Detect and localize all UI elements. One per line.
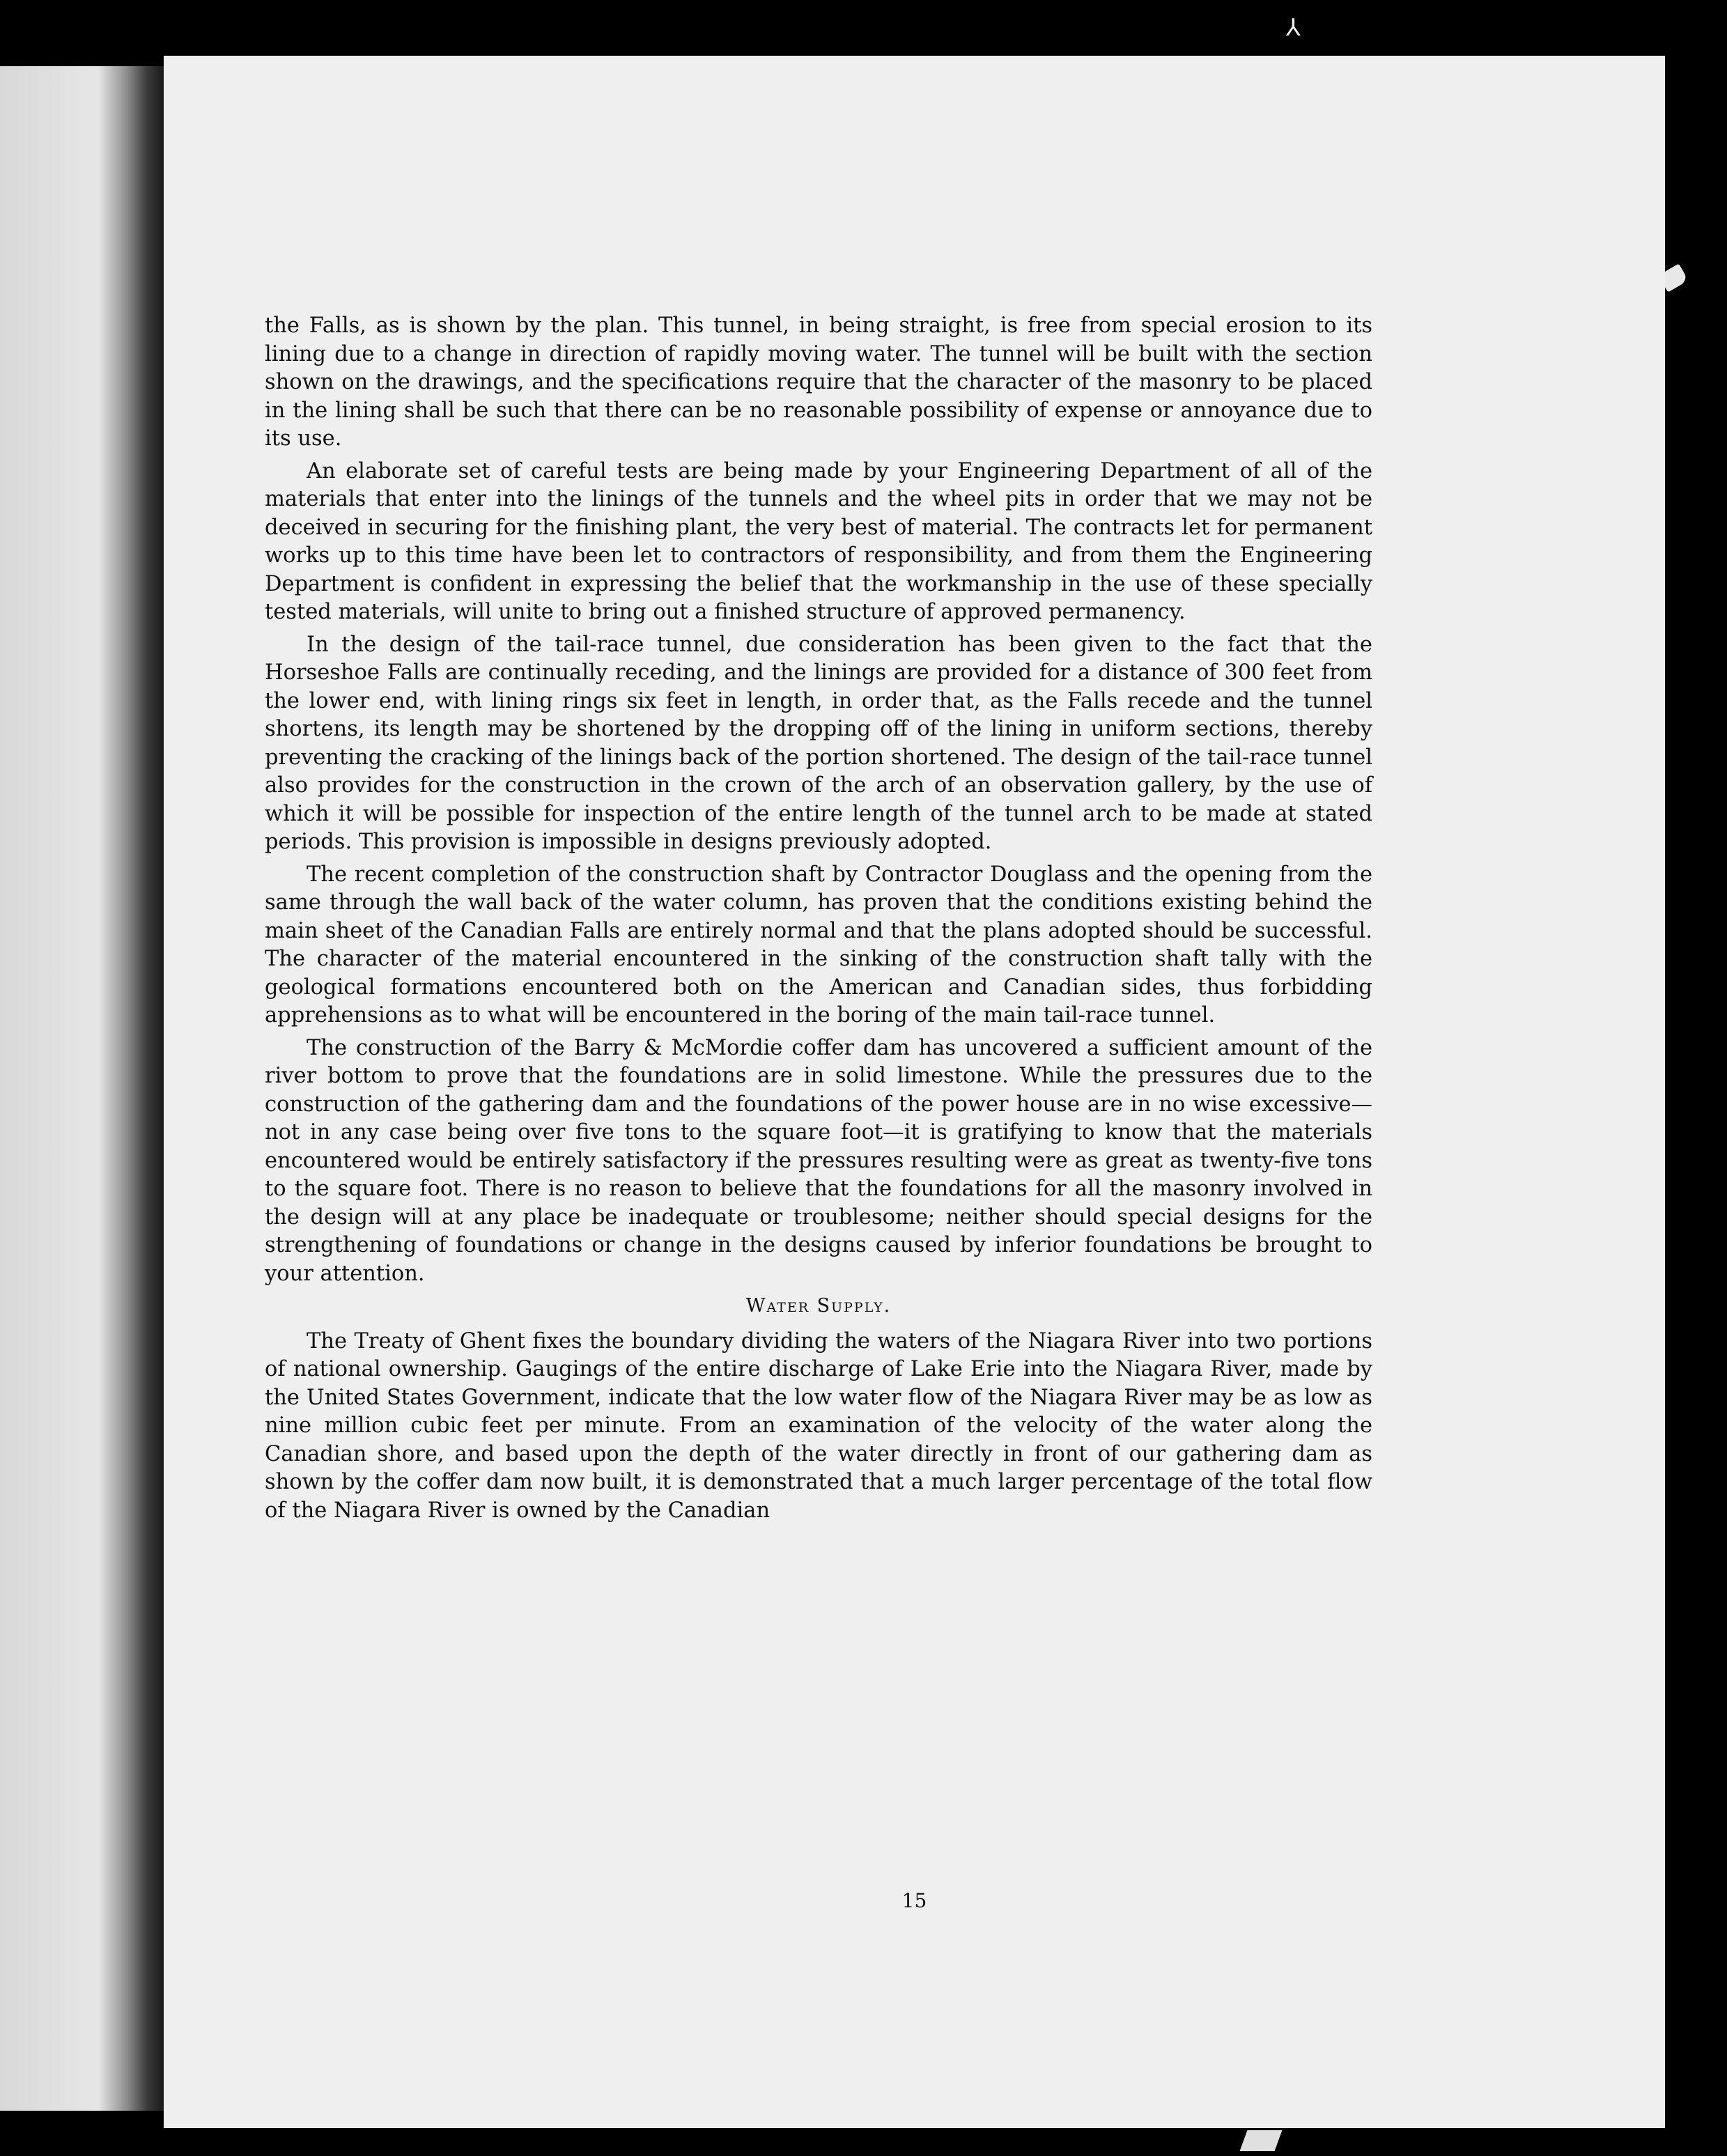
section-heading: Water Supply. — [745, 1295, 892, 1317]
paragraph: In the design of the tail-race tunnel, due consideration has been given to the fact that the Horseshoe Falls are continually receding, and the linings are provided for a distance of 300 feet from the lower end, with lining rings six feet in length, in order that, as the Falls recede and the tunnel shortens, its length may be shortened by the dropping off of the lining in uniform sections, thereby preventing the cracking of the linings back of the portion shortened. The design of the tail-race tunnel also provides for the construction in the crown of the arch of an observation gallery, by the use of which it will be possible for inspection of the entire length of the tunnel arch to be made at stated periods. This provision is impossible in designs previously adopted. — [265, 632, 1372, 854]
paragraph: the Falls, as is shown by the plan. This tunnel, in being straight, is free from special erosion to its lining due to a change in direction of rapidly moving water. The tunnel will be built with the section shown on the drawings, and the specifications require that the character of the masonry to be placed in the lining shall be such that there can be no reasonable possibility of expense or annoyance due to its use. — [265, 313, 1372, 451]
document-page — [164, 56, 1665, 2128]
page-number: 15 — [901, 1889, 927, 1912]
scan-artifact-bottom — [1240, 2130, 1283, 2151]
facing-page-edge — [0, 66, 164, 2111]
paragraph: The recent completion of the construction shaft by Contractor Douglass and the opening from the same through the wall back of the water column, has proven that the conditions existing behind the main sheet of the Canadian Falls are entirely normal and that the plans adopted should be successful. The character of the material encountered in the sinking of the construction shaft tally with the geological formations encountered both on the American and Canadian sides, thus forbidding apprehensions as to what will be encountered in the boring of the main tail-race tunnel. — [265, 862, 1372, 1027]
paragraph: The Treaty of Ghent fixes the boundary dividing the waters of the Niagara River into two portions of national ownership. Gaugings of the entire discharge of Lake Erie into the Niagara River, made by the United States Government, indicate that the low water flow of the Niagara River may be as low as nine million cubic feet per minute. From an examination of the velocity of the water along the Canadian shore, and based upon the depth of the water directly in front of our gathering dam as shown by the coffer dam now built, it is demonstrated that a much larger percentage of the total flow of the Niagara River is owned by the Canadian — [265, 1328, 1372, 1523]
paragraph: The construction of the Barry & McMordie coffer dam has uncovered a sufficient amount of the river bottom to prove that the foundations are in solid limestone. While the pressures due to the construction of the gathering dam and the foundations of the power house are in no wise excessive—not in any case being over five tons to the square foot—it is gratifying to know that the materials encountered would be entirely satisfactory if the pressures resulting were as great as twenty-five tons to the square foot. There is no reason to believe that the foundations for all the masonry involved in the design will at any place be inadequate or troublesome; neither should special designs for the strengthening of foundations or change in the designs caused by inferior foundations be brought to your attention. — [265, 1035, 1372, 1286]
paragraph: An elaborate set of careful tests are being made by your Engineering Department of all of the materials that enter into the linings of the tunnels and the wheel pits in order that we may not be deceived in securing for the finishing plant, the very best of material. The contracts let for permanent works up to this time have been let to contractors of responsibility, and from them the Engineering Department is confident in expressing the belief that the workmanship in the use of these specially tested materials, will unite to bring out a finished structure of approved permanency. — [265, 458, 1372, 624]
page-body — [265, 312, 1372, 1529]
scan-corner-mark: ⅄ — [1286, 14, 1301, 42]
